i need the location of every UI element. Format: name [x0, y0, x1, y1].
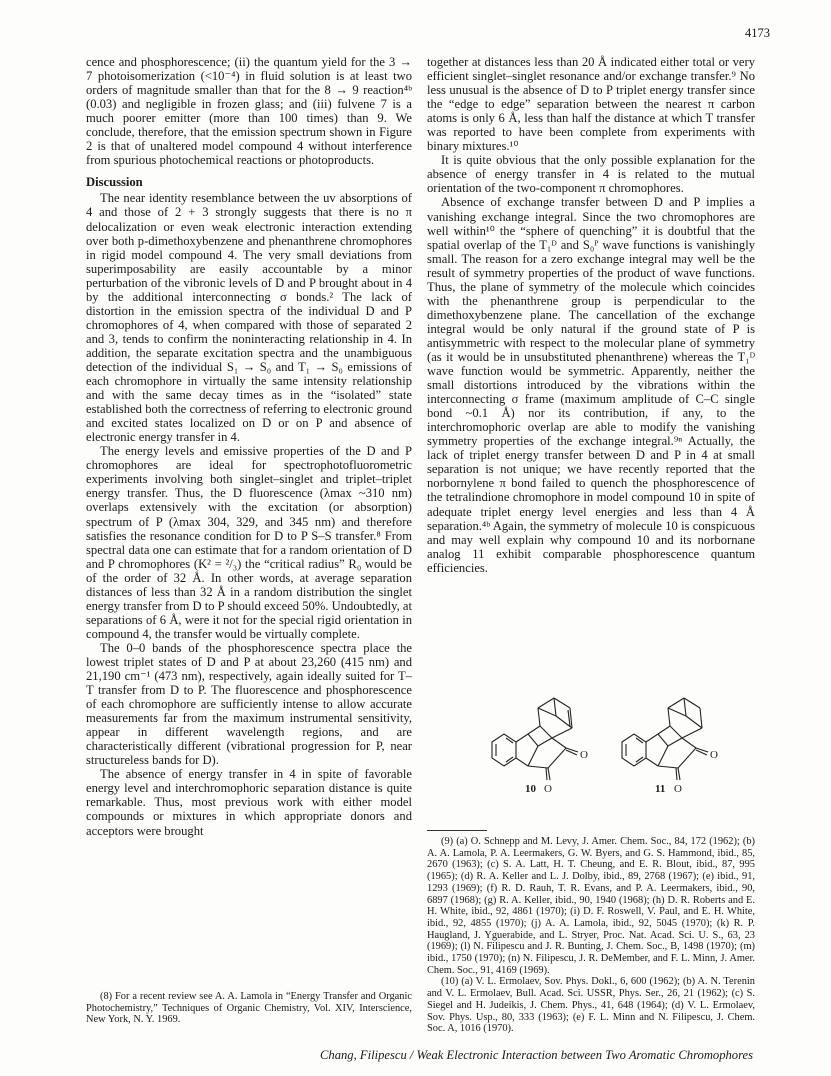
footnote-rule	[427, 830, 487, 831]
left-column	[86, 55, 412, 838]
paragraph: The energy levels and emissive properties of the D and P chromophores are ideal for spectrophotofluorometric experiments involving both singlet–singlet and triplet–triplet energy transfer. Thus, the D fluorescence (λmax ~310 nm) overlaps extensively with the excitation (or absorption) spectrum of P (λmax 304, 329, and 345 nm) and therefore satisfies the resonance condition for D to P S–S transfer.⁸ From spectral data one can estimate that for a random orientation of D and P chromophores (K² = ²/₃) the “critical radius” R₀ would be of the order of 32 Å. In other words, at average separation distances of less than 32 Å in a random distribution the singlet energy transfer from D to P should exceed 50%. Undoubtedly, at separations of 6 Å, were it not for the special rigid orientation in compound 4, the transfer would be virtually complete.	[86, 444, 412, 641]
right-footnotes	[427, 820, 755, 1035]
running-footer: Chang, Filipescu / Weak Electronic Interaction between Two Aromatic Chromophores	[320, 1048, 754, 1062]
oxygen-label: O	[544, 783, 552, 795]
compound-label-10: 10	[525, 783, 536, 795]
structure-11	[622, 698, 708, 780]
left-footnotes	[86, 991, 412, 1026]
structure-10	[492, 698, 578, 780]
oxygen-label: O	[710, 749, 718, 761]
section-heading: Discussion	[86, 175, 143, 190]
paragraph: together at distances less than 20 Å indicated either total or very efficient singlet–singlet resonance and/or exchange transfer.⁹ No less unusual is the absence of D to P triplet energy transfer since the “edge to edge” separation between the nearest π carbon atoms is only 6 Å, less than half the distance at which T transfer was reported to have been complete from experiments with binary mixtures.¹⁰	[427, 55, 755, 154]
oxygen-label: O	[580, 749, 588, 761]
footnote-10: (10) (a) V. L. Ermolaev, Sov. Phys. Dokl., 6, 600 (1962); (b) A. N. Terenin and V. L. Ermolaev, Bull. Acad. Sci. USSR, Phys. Ser., 26, 21 (1962); (c) S. Siegel and H. Judeikis, J. Chem. Phys., 41, 648 (1964); (d) V. L. Ermolaev, Sov. Phys. Usp., 80, 333 (1963); (e) F. L. Minn and N. Filipescu, J. Chem. Soc. A, 1016 (1970).	[427, 976, 755, 1035]
page-number: 4173	[745, 26, 770, 40]
right-column	[427, 55, 755, 575]
compound-label-11: 11	[655, 783, 666, 795]
paragraph: Absence of exchange transfer between D and P implies a vanishing exchange integral. Since the two chromophores are well within¹⁰ the “sphere of quenching” it is doubtful that the spatial overlap of the T₁ᴰ and S₀ᴾ wave functions is vanishingly small. The reason for a zero exchange integral may well be the result of symmetry properties of the product of wave functions. Thus, the plane of symmetry of the molecule which coincides with the phenanthrene group is perpendicular to the dimethoxybenzene plane. The cancellation of the exchange integral would be only natural if the ground state of P is antisymmetric with respect to the molecular plane of symmetry (as it would be in unsubstituted phenanthrene) whereas the T₁ᴰ wave function would be symmetric. Apparently, neither the small distortions introduced by the vibrations within the interconnecting σ frame (maximum amplitude of C–C single bond ~0.1 Å) nor its contribution, if any, to the interchromophoric overlap are able to modify the vanishing symmetry properties of the exchange integral.⁹ⁿ Actually, the lack of triplet energy transfer between D and P in 4 at small separation is not unique; we have recently reported that the norbornylene π bond failed to quench the phosphorescence of the tetralindione chromophore in model compound 10 in spite of adequate triplet energy level energies and less than 4 Å separation.⁴ᵇ Again, the symmetry of molecule 10 is conspicuous and may well explain why compound 10 and its norbornane analog 11 exhibit comparable phosphorescence quantum efficiencies.	[427, 195, 755, 575]
footnote-8: (8) For a recent review see A. A. Lamola in “Energy Transfer and Organic Photochemistry,” Techniques of Organic Chemistry, Vol. XIV, Interscience, New York, N. Y. 1969.	[86, 991, 412, 1026]
paragraph: The 0–0 bands of the phosphorescence spectra place the lowest triplet states of D and P at about 23,260 (415 nm) and 21,190 cm⁻¹ (473 nm), respectively, again ideally suited for T–T transfer from D to P. The fluorescence and phosphorescence of each chromophore are sufficiently intense to allow accurate measurements far from the maximum instrumental sensitivity, appear in different wavelength regions, and are characteristically different (vibrational progression for P, near structureless bands for D).	[86, 640, 412, 768]
chemical-structures-figure	[480, 676, 740, 796]
paragraph: The absence of energy transfer in 4 in spite of favorable energy level and interchromophoric separation distance is quite remarkable. Thus, most previous work with either model compounds or mixtures in which appropriate donors and acceptors were brought	[86, 767, 412, 838]
paragraph: cence and phosphorescence; (ii) the quantum yield for the 3 → 7 photoisomerization (<10⁻⁴) in fluid solution is at least two orders of magnitude smaller than that for the 8 → 9 reaction⁴ᵇ (0.03) and negligible in frozen glass; and (iii) fulvene 7 is a much poorer emitter (more than 100 times) than 9. We conclude, therefore, that the emission spectrum shown in Figure 2 is that of unaltered model compound 4 without interference from spurious photochemical reactions or photoproducts.	[86, 55, 412, 168]
paragraph: The near identity resemblance between the uv absorptions of 4 and those of 2 + 3 strongly suggests that there is no π delocalization or even weak electronic interaction extending over both p-dimethoxybenzene and phenanthrene chromophores in rigid model compound 4. The very small deviations from superimposability are easily accountable by a minor perturbation of the vibronic levels of D and P brought about in 4 by the additional interconnecting σ bonds.² The lack of distortion in the emission spectra of the individual D and P chromophores of 4, when compared with those of separated 2 and 3, tends to confirm the noninteracting relationship in 4. In addition, the separate excitation spectra and the unambiguous detection of the individual S₁ → S₀ and T₁ → S₀ emissions of each chromophore in virtually the same intensity relationship and with the same decay times as in the “isolated” state established both the correctness of referring to electronic ground and excited states localized on D or on P and absence of electronic energy transfer in 4.	[86, 191, 412, 445]
oxygen-label: O	[674, 783, 682, 795]
paragraph: It is quite obvious that the only possible explanation for the absence of energy transfer in 4 is related to the mutual orientation of the two-component π chromophores.	[427, 153, 755, 196]
footnote-9: (9) (a) O. Schnepp and M. Levy, J. Amer. Chem. Soc., 84, 172 (1962); (b) A. A. Lamola, P. A. Leermakers, G. W. Byers, and G. S. Hammond, ibid., 85, 2670 (1963); (c) S. A. Latt, H. T. Cheung, and E. R. Blout, ibid., 87, 995 (1965); (d) R. A. Keller and L. J. Dolby, ibid., 89, 2768 (1967); (e) ibid., 91, 1293 (1969); (f) R. D. Rauh, T. R. Evans, and P. A. Leermakers, ibid., 90, 6897 (1968); (g) R. A. Keller, ibid., 90, 1940 (1968); (h) D. R. Roberts and E. H. White, ibid., 92, 4861 (1970); (i) D. F. Roswell, V. Paul, and E. H. White, ibid., 92, 4855 (1970); (j) A. A. Lamola, ibid., 92, 5045 (1970); (k) R. P. Haugland, J. Yguerabide, and L. Stryer, Proc. Nat. Acad. Sci. U. S., 63, 23 (1969); (l) N. Filipescu and J. R. Bunting, J. Chem. Soc., B, 1498 (1970); (m) ibid., 1750 (1970); (n) N. Filipescu, J. R. DeMember, and F. L. Minn, J. Amer. Chem. Soc., 91, 4169 (1969).	[427, 836, 755, 976]
